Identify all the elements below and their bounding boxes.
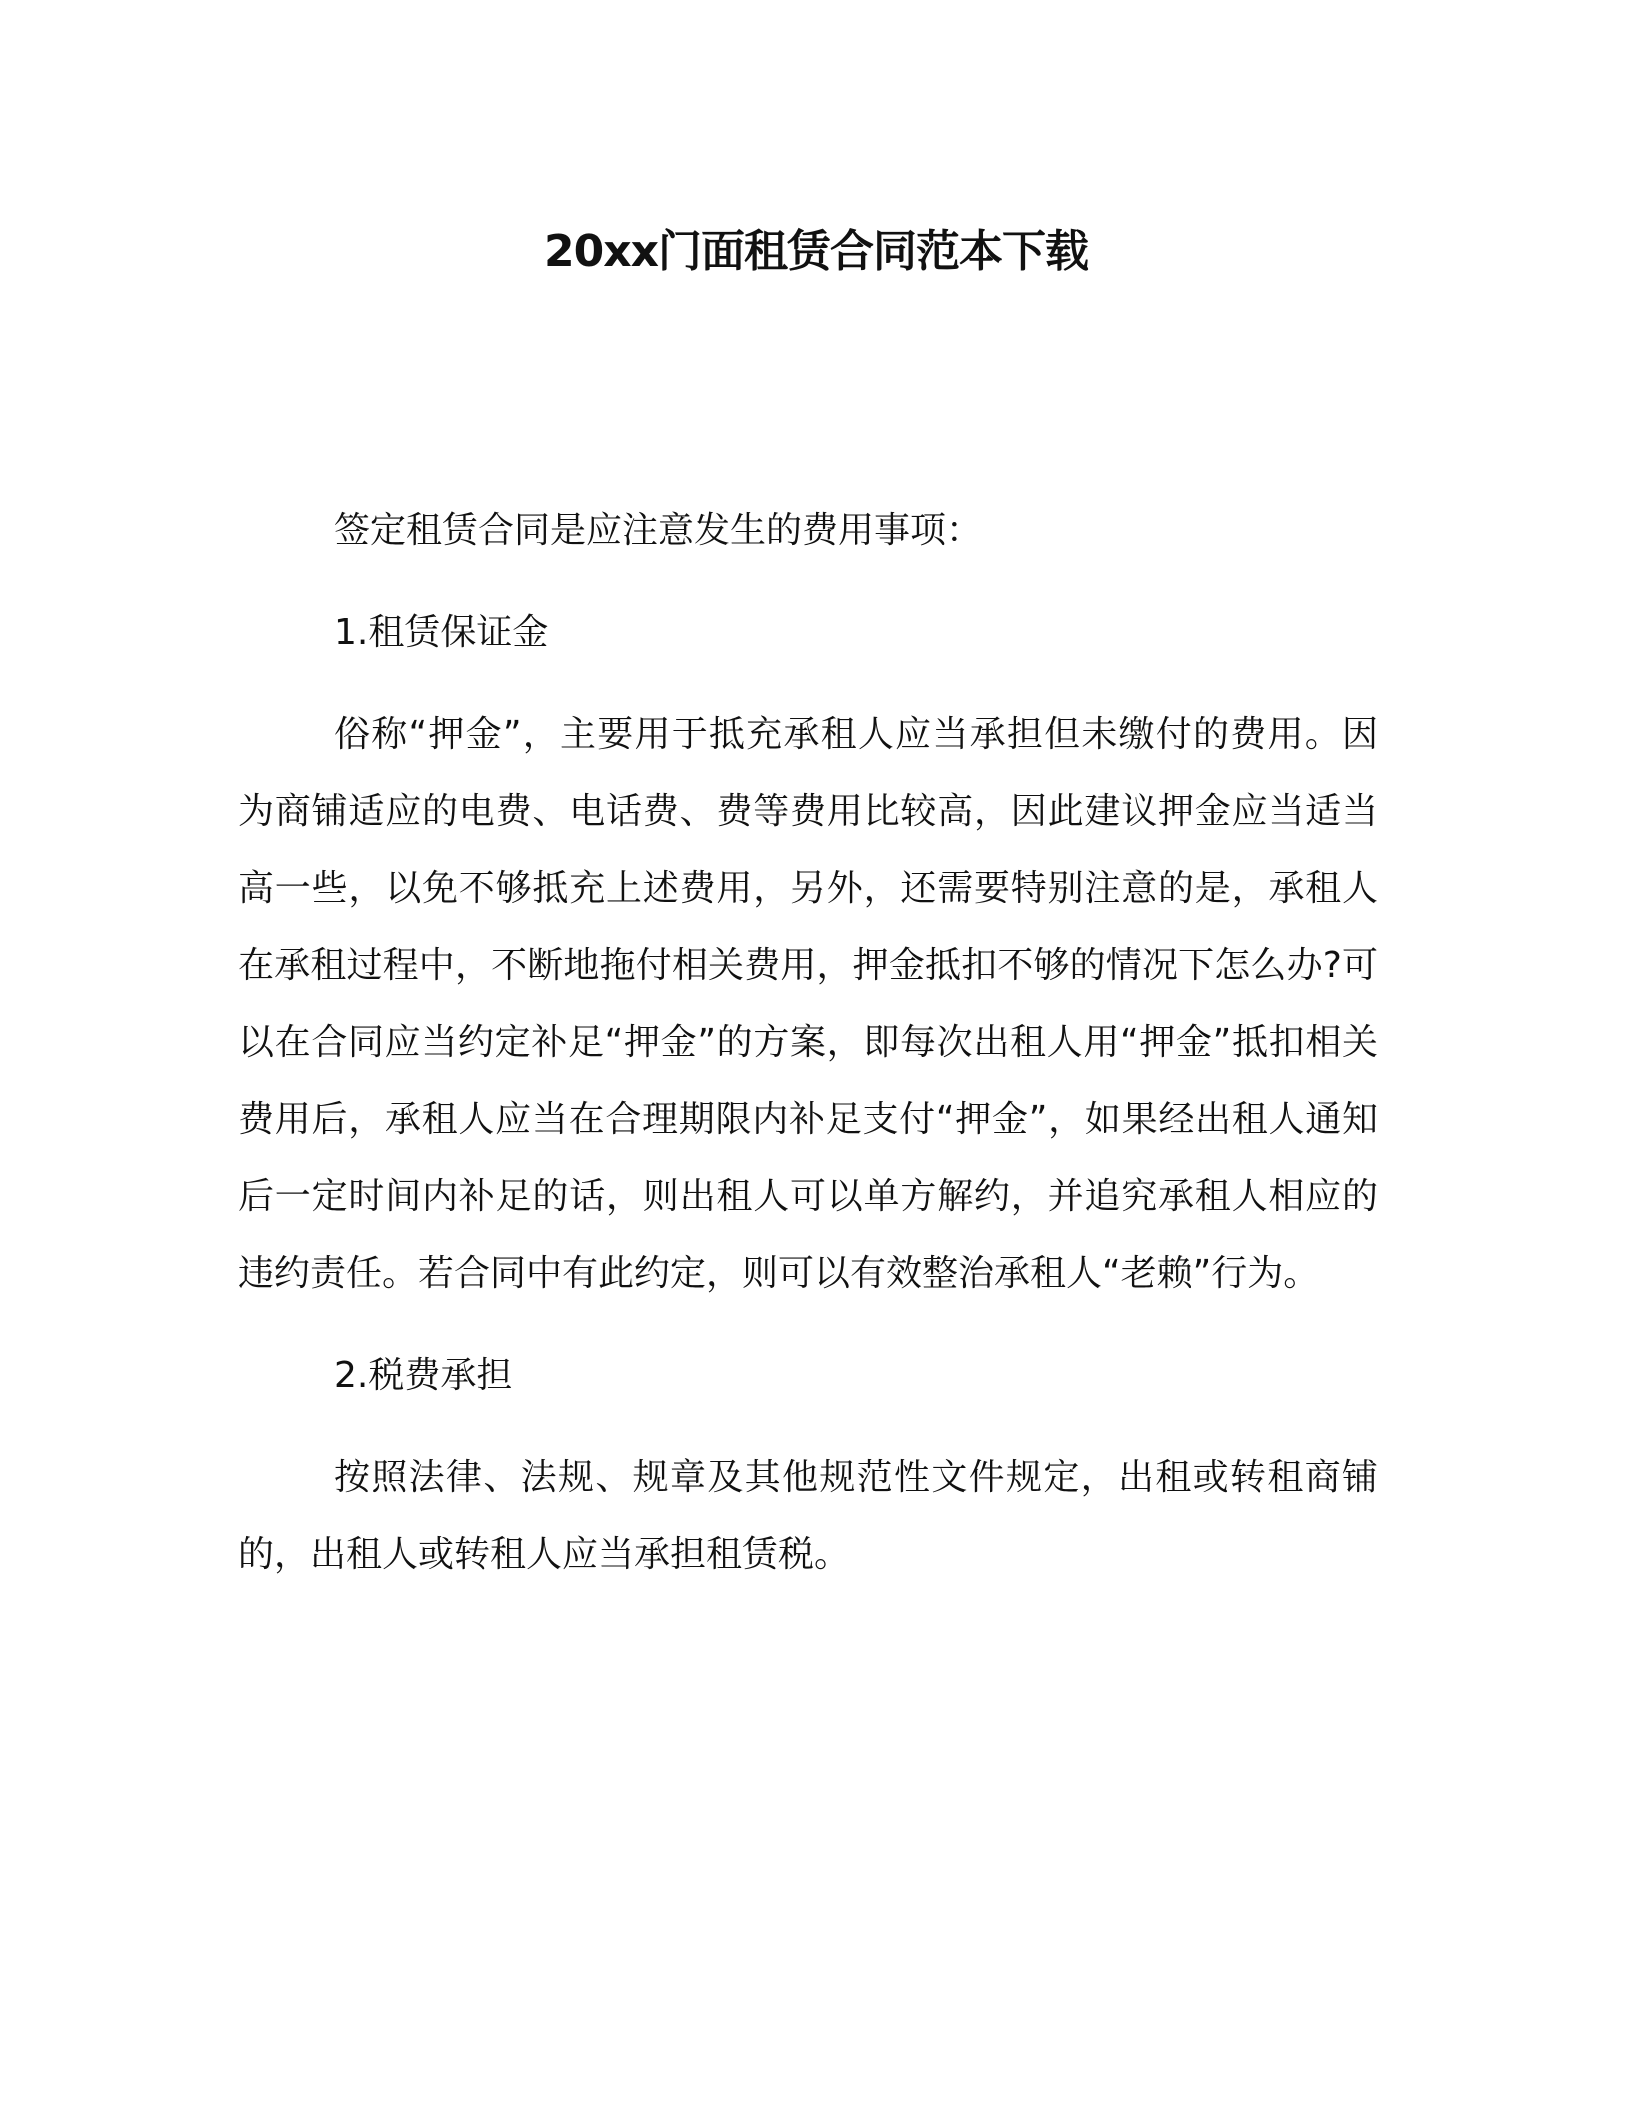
document-body bbox=[238, 492, 1378, 1593]
intro-paragraph: 签定租赁合同是应注意发生的费用事项： bbox=[334, 510, 983, 551]
section-1-heading: 1.租赁保证金 bbox=[334, 612, 549, 653]
document-title: 20xx门面租赁合同范本下载 bbox=[544, 226, 1088, 277]
section-2-heading: 2.税费承担 bbox=[334, 1355, 513, 1396]
section-2-paragraph: 按照法律、法规、规章及其他规范性文件规定，出租或转租商铺的，出租人或转租人应当承担租赁税。 bbox=[238, 1457, 1378, 1575]
section-1-paragraph: 俗称“押金”，主要用于抵充承租人应当承担但未缴付的费用。因为商铺适应的电费、电话费、费等费用比较高，因此建议押金应当适当高一些，以免不够抵充上述费用，另外，还需要特别注意的是，承租人在承租过程中，不断地拖付相关费用，押金抵扣不够的情况下怎么办?可以在合同应当约定补足“押金”的方案，即每次出租人用“押金”抵扣相关费用后，承租人应当在合理期限内补足支付“押金”，如果经出租人通知后一定时间内补足的话，则出租人可以单方解约，并追究承租人相应的违约责任。若合同中有此约定，则可以有效整治承租人“老赖”行为。 bbox=[238, 714, 1378, 1294]
